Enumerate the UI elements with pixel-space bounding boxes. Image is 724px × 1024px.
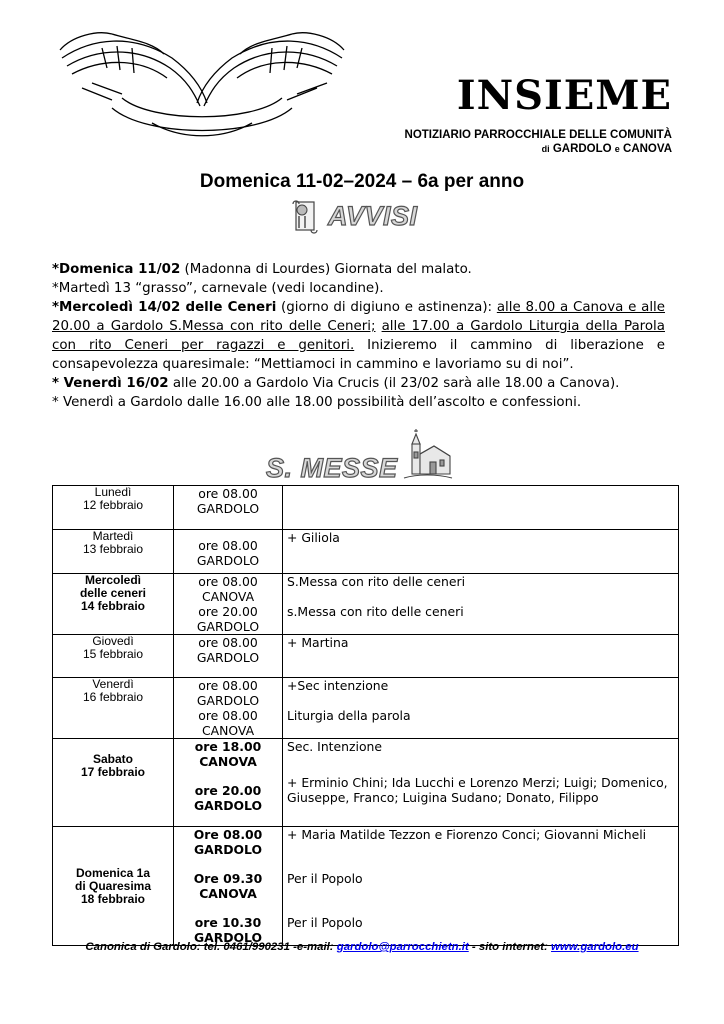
date-label: 17 febbraio — [80, 765, 146, 779]
date-label: 18 febbraio — [80, 891, 146, 906]
email-link[interactable]: gardolo@parrocchietn.it — [336, 941, 469, 953]
intention-cell — [283, 486, 679, 530]
messe-table — [52, 485, 679, 946]
date-label: 15 febbraio — [82, 647, 144, 661]
day-label: Giovedì — [92, 634, 134, 648]
place-label: CANOVA — [199, 754, 257, 769]
intention-label: + Maria Matilde Tezzon e Fiorenzo Conci; Giovanni Micheli — [287, 827, 647, 842]
table-row — [53, 635, 679, 678]
time-cell — [174, 486, 283, 530]
website-link[interactable]: www.gardolo.eu — [551, 941, 639, 953]
subtitle-gardolo: GARDOLO — [552, 143, 612, 155]
place-label: GARDOLO — [196, 693, 260, 708]
place-label: GARDOLO — [196, 501, 260, 516]
intention-label: Per il Popolo — [287, 871, 363, 886]
table-row — [53, 739, 679, 827]
day-cell — [53, 635, 174, 678]
time-cell — [174, 678, 283, 739]
masthead-communities — [300, 142, 672, 156]
table-row — [53, 678, 679, 739]
day-label: Mercoledì — [84, 573, 141, 587]
day-label: Venerdì — [92, 677, 134, 691]
time-cell — [174, 739, 283, 827]
masthead-title: INSIEME — [456, 72, 672, 119]
intention-label: + Giliola — [287, 530, 340, 545]
place-label: CANOVA — [199, 886, 257, 901]
place-label: GARDOLO — [196, 619, 260, 634]
day-label: Lunedì — [94, 485, 132, 499]
place-label: GARDOLO — [193, 842, 263, 857]
time-label: ore 10.30 — [194, 915, 262, 930]
notice-date: *Mercoledì 14/02 delle Ceneri — [52, 300, 277, 315]
notice-text: Inizieremo il cammino di liberazione e consapevolezza quaresimale: “Mettiamoci in cammino e lavoriamo su di noi”. — [52, 338, 665, 372]
footer-text: - sito internet: — [468, 941, 552, 953]
footer-text: Canonica di Gardolo: tel. 0461/990231 -e-mail: — [85, 941, 337, 953]
day-cell — [53, 678, 174, 739]
notice-item — [52, 393, 665, 412]
notice-text: *Martedì 13 “grasso”, carnevale (vedi locandine). — [52, 281, 384, 296]
time-label: ore 08.00 — [198, 538, 258, 553]
date-label: 16 febbraio — [82, 690, 144, 704]
place-label: GARDOLO — [196, 650, 260, 665]
notice-text: (Madonna di Lourdes) Giornata del malato. — [180, 262, 472, 277]
intention-cell — [283, 827, 679, 946]
table-row — [53, 530, 679, 574]
day-cell — [53, 574, 174, 635]
intention-label: s.Messa con rito delle ceneri — [287, 604, 464, 619]
date-label: 14 febbraio — [80, 599, 146, 613]
footer — [0, 940, 724, 954]
time-label: Ore 09.30 — [193, 871, 263, 886]
day-label: Domenica 1a — [75, 865, 151, 880]
notice-date: * Venerdì 16/02 — [52, 376, 169, 391]
time-label: ore 08.00 — [198, 574, 258, 589]
avvisi-heading: AVVISI — [328, 201, 418, 231]
notices — [52, 260, 665, 412]
notice-text: (giorno di digiuno e astinenza): — [276, 300, 497, 315]
intention-cell — [283, 574, 679, 635]
intention-label: Liturgia della parola — [287, 708, 411, 723]
intention-label: Sec. Intenzione — [287, 739, 383, 754]
subtitle-di: di — [541, 144, 550, 154]
table-row — [53, 827, 679, 946]
date-title: Domenica 11-02–2024 – 6a per anno — [199, 171, 525, 192]
date-label: 12 febbraio — [82, 498, 144, 512]
time-cell — [174, 635, 283, 678]
day-label: Martedì — [92, 529, 134, 543]
place-label: GARDOLO — [193, 930, 263, 945]
table-row — [53, 574, 679, 635]
time-label: ore 20.00 — [194, 783, 262, 798]
notice-item — [52, 279, 665, 298]
time-label: ore 08.00 — [198, 708, 258, 723]
notice-item — [52, 298, 665, 374]
place-label: GARDOLO — [196, 553, 260, 568]
day-cell — [53, 827, 174, 946]
intention-label: + Erminio Chini; Ida Lucchi e Lorenzo Merzi; Luigi; Domenico, Giuseppe, Franco; Luigina Sudano; Donato, Filippo — [287, 775, 668, 805]
intention-cell — [283, 530, 679, 574]
intention-label: Per il Popolo — [287, 915, 363, 930]
date-label: 13 febbraio — [82, 542, 144, 556]
table-row — [53, 486, 679, 530]
intention-label: + Martina — [287, 635, 349, 650]
day-label: di Quaresima — [74, 878, 152, 893]
time-label: ore 18.00 — [194, 739, 262, 754]
intention-cell — [283, 739, 679, 827]
scroll-icon — [290, 198, 320, 234]
time-label: ore 20.00 — [198, 604, 258, 619]
notice-item — [52, 374, 665, 393]
day-label: delle ceneri — [79, 586, 147, 600]
time-label: ore 08.00 — [198, 678, 258, 693]
notice-underlined: alle 8.00 a Canova e alle 20.00 a Gardolo S.Messa con rito delle Ceneri; — [52, 300, 665, 334]
masthead-subtitle: NOTIZIARIO PARROCCHIALE DELLE COMUNITÀ — [404, 129, 672, 141]
notice-item — [52, 260, 665, 279]
subtitle-canova: CANOVA — [623, 143, 672, 155]
notice-date: *Domenica 11/02 — [52, 262, 181, 277]
time-cell — [174, 827, 283, 946]
notice-underlined: alle 17.00 a Gardolo Liturgia della Parola con rito Ceneri per ragazzi e genitori. — [52, 319, 665, 353]
place-label: CANOVA — [201, 589, 255, 604]
time-cell — [174, 530, 283, 574]
time-label: ore 08.00 — [198, 635, 258, 650]
day-label: Sabato — [92, 752, 133, 766]
intention-label: +Sec intenzione — [287, 678, 389, 693]
messe-heading: S. MESSE — [266, 453, 398, 483]
day-cell — [53, 530, 174, 574]
time-cell — [174, 574, 283, 635]
day-cell — [53, 486, 174, 530]
day-cell — [53, 739, 174, 827]
place-label: CANOVA — [201, 723, 255, 738]
church-icon — [402, 428, 454, 484]
time-label: Ore 08.00 — [193, 827, 263, 842]
intention-cell — [283, 635, 679, 678]
place-label: GARDOLO — [193, 798, 263, 813]
notice-text: alle 20.00 a Gardolo Via Crucis (il 23/02 sarà alle 18.00 a Canova). — [168, 376, 620, 391]
subtitle-e: e — [614, 144, 620, 154]
intention-label: S.Messa con rito delle ceneri — [287, 574, 466, 589]
intention-cell — [283, 678, 679, 739]
notice-text: * Venerdì a Gardolo dalle 16.00 alle 18.00 possibilità dell’ascolto e confessioni. — [52, 395, 582, 410]
time-label: ore 08.00 — [198, 486, 258, 501]
